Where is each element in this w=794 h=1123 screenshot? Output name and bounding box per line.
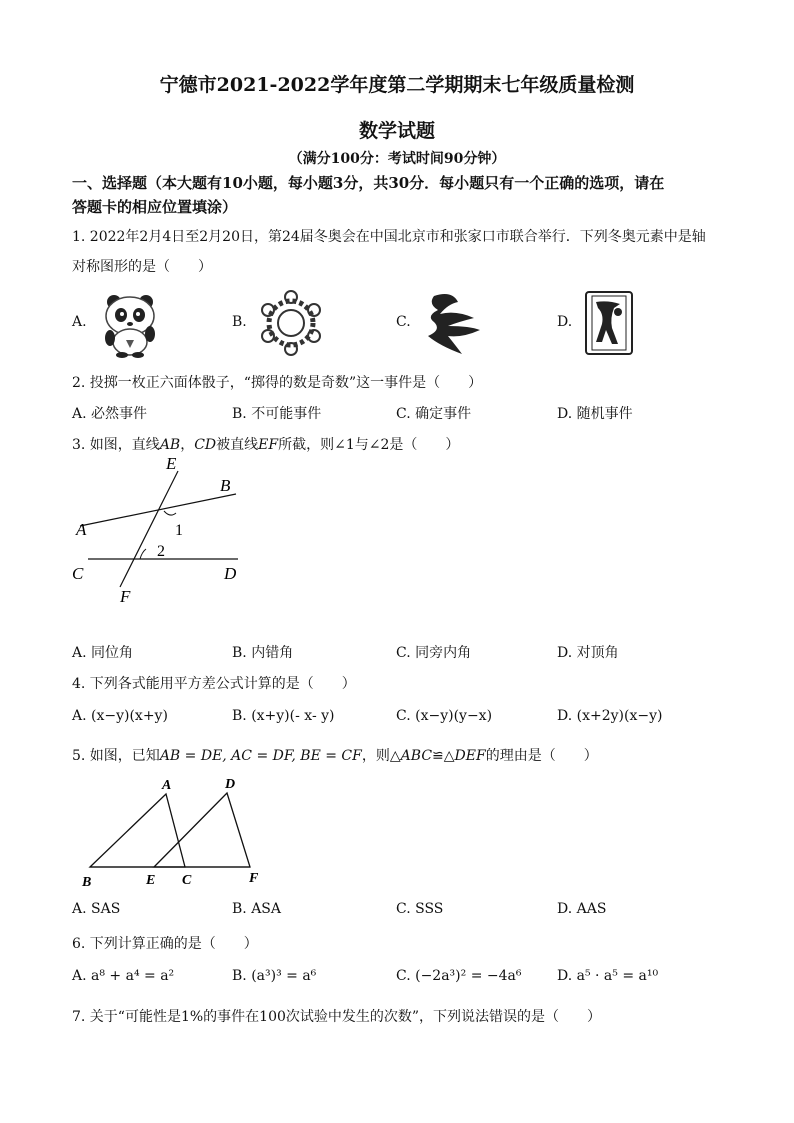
q6-option-a: A. a⁸ + a⁴ = a²: [72, 968, 175, 984]
label-f: F: [249, 871, 259, 886]
q6-option-d: D. a⁵ · a⁵ = a¹⁰: [557, 968, 659, 984]
q5-stem-part-b: ，则△: [361, 748, 401, 764]
q2-option-b: B. 不可能事件: [232, 406, 322, 422]
q3-option-d: D. 对顶角: [557, 645, 619, 661]
exam-subject: 数学试题: [358, 120, 435, 142]
q3-line-cd: CD: [194, 437, 217, 453]
q5-option-a: A. SAS: [72, 901, 121, 917]
calligraphy-emblem-image: [418, 292, 484, 356]
q1-option-b-label: B.: [232, 314, 247, 330]
label-b: B: [220, 476, 231, 495]
q1-stem-line2: 对称图形的是（ ）: [72, 259, 212, 275]
q6-option-c: C. (−2a³)² = −4a⁶: [396, 968, 522, 984]
label-a: A: [76, 520, 87, 539]
exam-info: （满分100分：考试时间90分钟）: [288, 151, 506, 167]
q5-stem-part-a: 5. 如图，已知: [72, 748, 160, 764]
label-d: D: [225, 777, 236, 792]
exam-title: 宁德市2021-2022学年度第二学期期末七年级质量检测: [159, 74, 635, 96]
q4-option-a: A. (x−y)(x+y): [72, 708, 168, 724]
q3-line-ef: EF: [258, 437, 279, 453]
label-c: C: [72, 564, 84, 583]
q7-stem: 7. 关于“可能性是1%的事件在100次试验中发生的次数”，下列说法错误的是（ ）: [72, 1009, 602, 1025]
label-b: B: [82, 875, 92, 890]
q3-line-ab: AB: [159, 437, 181, 453]
q3-stem-part-c: 所截，则∠1与∠2是（ ）: [278, 437, 460, 453]
q3-option-a: A. 同位角: [72, 645, 134, 661]
q3-stem-part-b: 被直线: [216, 437, 259, 453]
q1-stem-line1: 1. 2022年2月4日至2月20日，第24届冬奥会在中国北京市和张家口市联合举行．下列冬奥元素中是轴: [72, 229, 706, 245]
label-c: C: [182, 873, 192, 888]
panda-mascot-image: [92, 288, 172, 358]
q3-figure: [66, 456, 256, 606]
triangle-abc: [90, 794, 185, 867]
skater-seal-image: [584, 290, 634, 356]
q6-option-b: B. (a³)³ = a⁶: [232, 968, 317, 984]
q5-figure: [74, 774, 270, 892]
label-d: D: [224, 564, 237, 583]
q3-sep: ，: [180, 437, 195, 453]
q5-option-b: B. ASA: [232, 901, 281, 917]
q1-option-a-label: A.: [72, 314, 87, 330]
q5-triangle-2: DEF: [454, 748, 486, 764]
angle-1-arc: [164, 511, 176, 515]
angle-2-arc: [140, 549, 146, 559]
section-heading-line1: 一、选择题（本大题有10小题，每小题3分，共30分．每小题只有一个正确的选项，请在: [72, 174, 665, 192]
q4-option-c: C. (x−y)(y−x): [396, 708, 493, 724]
label-e: E: [166, 456, 177, 473]
label-a: A: [162, 778, 172, 793]
q5-condition: AB = DE, AC = DF, BE = CF: [159, 748, 362, 764]
line-ef: [120, 471, 178, 587]
q6-stem: 6. 下列计算正确的是（ ）: [72, 936, 258, 952]
label-angle-2: 2: [157, 543, 165, 560]
q5-congruent: ≌△: [432, 748, 455, 764]
q5-option-d: D. AAS: [557, 901, 607, 917]
label-f: F: [120, 587, 131, 606]
q5-stem: [72, 745, 598, 765]
section-heading-line2: 答题卡的相应位置填涂）: [72, 198, 238, 216]
q2-option-c: C. 确定事件: [396, 406, 472, 422]
q3-option-b: B. 内错角: [232, 645, 294, 661]
q4-stem: 4. 下列各式能用平方差公式计算的是（ ）: [72, 676, 356, 692]
label-e: E: [146, 873, 156, 888]
q3-stem-part-a: 3. 如图，直线: [72, 437, 160, 453]
q4-option-d: D. (x+2y)(x−y): [557, 708, 663, 724]
label-angle-1: 1: [175, 522, 183, 539]
q2-option-a: A. 必然事件: [72, 406, 148, 422]
q2-option-d: D. 随机事件: [557, 406, 633, 422]
q3-option-c: C. 同旁内角: [396, 645, 472, 661]
q1-option-d-label: D.: [557, 314, 573, 330]
q1-option-c-label: C.: [396, 314, 411, 330]
q5-option-c: C. SSS: [396, 901, 444, 917]
knot-pattern-image: [254, 290, 328, 356]
q3-stem: [72, 434, 459, 454]
q2-stem: 2. 投掷一枚正六面体骰子，“掷得的数是奇数”这一事件是（ ）: [72, 375, 483, 391]
q5-stem-part-c: 的理由是（ ）: [485, 748, 598, 764]
q5-triangle-1: ABC: [400, 748, 433, 764]
q4-option-b: B. (x+y)(- x- y): [232, 708, 335, 724]
